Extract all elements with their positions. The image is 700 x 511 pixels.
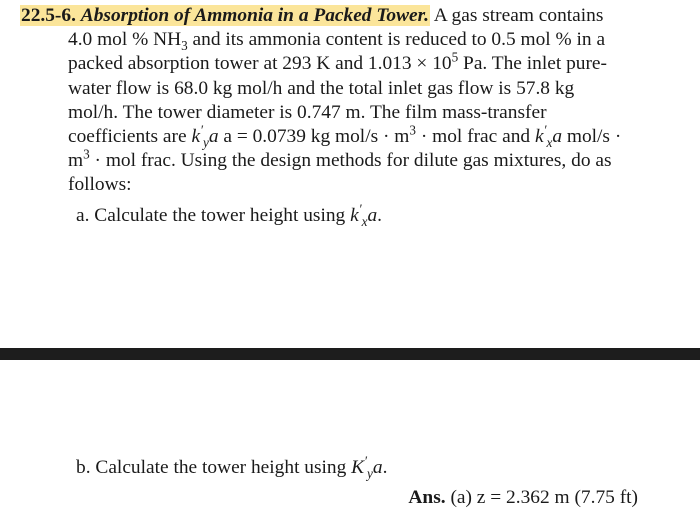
prime-mark: ′ bbox=[358, 201, 362, 217]
a-letter: a bbox=[372, 457, 383, 478]
divider-bar bbox=[0, 348, 700, 360]
Ky-prime-symbol bbox=[351, 453, 383, 481]
x-subscript: x bbox=[361, 213, 368, 229]
conc-in: 4.0 mol % NH bbox=[68, 29, 182, 51]
tower-conditions: packed absorption tower at 293 K and 1.013 × 10 bbox=[68, 53, 452, 75]
follows-label: follows: bbox=[68, 174, 132, 196]
tower-conditions-tail: Pa. The inlet pure- bbox=[458, 53, 607, 75]
tower-diameter: mol/h. The tower diameter is 0.747 m. The film mass-transfer bbox=[68, 101, 547, 123]
a-letter: a bbox=[552, 126, 563, 148]
answer-text: (a) z = 2.362 m (7.75 ft) bbox=[445, 487, 638, 508]
problem-title: Absorption of Ammonia in a Packed Tower. bbox=[80, 5, 429, 26]
kx-prime-symbol bbox=[350, 201, 378, 229]
K-letter: K bbox=[351, 457, 365, 478]
part-a-end: . bbox=[377, 205, 383, 226]
conc-in-tail: and its ammonia content is reduced to 0.5 mol % in a bbox=[187, 29, 606, 51]
answer-label: Ans. bbox=[408, 487, 446, 508]
prime-mark: ′ bbox=[200, 122, 203, 138]
problem-highlight bbox=[20, 5, 430, 26]
design-method-note: · mol frac. Using the design methods for dilute gas mixtures, do as bbox=[89, 150, 612, 172]
problem-statement bbox=[20, 4, 660, 198]
prime-mark: ′ bbox=[543, 122, 547, 138]
x-subscript: x bbox=[546, 134, 553, 150]
coeff-intro: coefficients are bbox=[68, 126, 192, 148]
exponent-3: 3 bbox=[409, 122, 416, 138]
problem-body bbox=[20, 28, 660, 197]
nh3-subscript: 3 bbox=[181, 38, 188, 54]
ky-value: a = 0.0739 kg mol/s · m bbox=[218, 126, 410, 148]
coeff-mid: · mol frac and bbox=[415, 126, 535, 148]
k-letter: k bbox=[350, 205, 359, 226]
exponent-5: 5 bbox=[451, 49, 459, 65]
part-b bbox=[76, 453, 388, 481]
a-letter: a bbox=[208, 126, 219, 148]
part-a-text: a. Calculate the tower height using bbox=[76, 205, 351, 226]
unit-m: m bbox=[68, 150, 84, 172]
problem-header bbox=[20, 4, 660, 28]
part-a bbox=[76, 201, 383, 229]
a-letter: a bbox=[367, 205, 378, 226]
exponent-3: 3 bbox=[83, 146, 90, 162]
y-subscript: y bbox=[367, 465, 373, 481]
k-letter: k bbox=[191, 126, 201, 148]
problem-intro: A gas stream contains bbox=[433, 5, 604, 26]
part-b-end: . bbox=[382, 457, 388, 478]
kx-prime-symbol bbox=[534, 122, 563, 150]
k-letter: k bbox=[534, 126, 544, 148]
answer bbox=[408, 486, 638, 510]
problem-number: 22.5-6. bbox=[21, 5, 76, 26]
part-b-text: b. Calculate the tower height using bbox=[76, 457, 352, 478]
flow-rates: water flow is 68.0 kg mol/h and the total inlet gas flow is 57.8 kg bbox=[68, 77, 575, 99]
ky-prime-symbol bbox=[191, 122, 219, 150]
kx-value: mol/s · bbox=[562, 126, 622, 148]
y-subscript: y bbox=[202, 134, 209, 150]
prime-mark: ′ bbox=[364, 453, 367, 469]
